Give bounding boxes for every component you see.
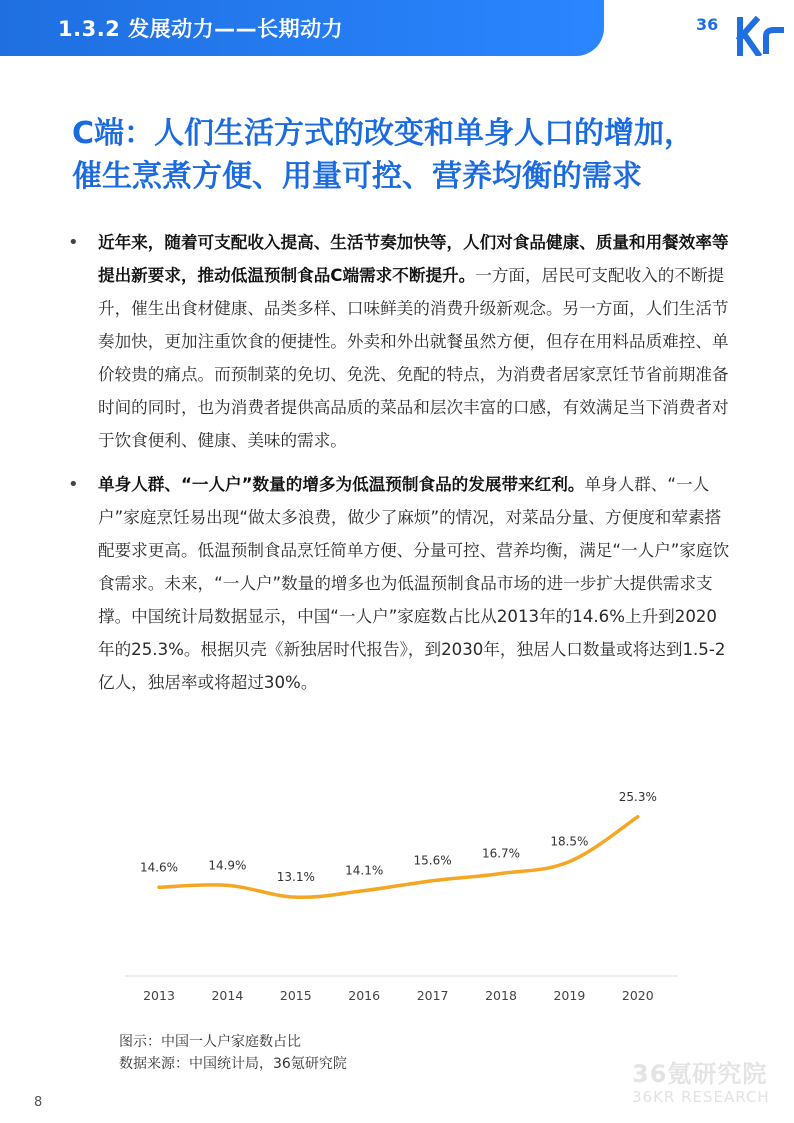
bullet-body: 单身人群、“一人户”家庭烹饪易出现“做太多浪费，做少了麻烦”的情况，对菜品分量、方便度和荤素搭配要求更高。低温预制食品烹饪简单方便、分量可控、营养均衡，满足“一人户”家庭饮食需求。未来，“一人户”数量的增多也为低温预制食品市场的进一步扩大提供需求支撑。中国统计局数据显示，中国“一人户”家庭数占比从2013年的14.6%上升到2020年的25.3%。根据贝壳《新独居时代报告》，到2030年，独居人口数量或将达到1.5-2亿人，独居率或将超过30%。 (98, 475, 730, 692)
bullet-item (65, 468, 730, 699)
bullet-dot: • (68, 232, 79, 253)
x-tick-label: 2018 (485, 988, 517, 1003)
one-person-household-chart (100, 785, 700, 1015)
data-source: 数据来源：中国统计局，36氪研究院 (119, 1056, 347, 1072)
x-tick-label: 2013 (143, 988, 175, 1003)
data-label: 13.1% (276, 870, 315, 885)
figure-caption (119, 1031, 347, 1075)
x-tick-label: 2014 (211, 988, 244, 1003)
heading-line-2: 催生烹煮方便、用量可控、营养均衡的需求 (72, 159, 642, 194)
bullet-lead: 单身人群、“一人户”数量的增多为低温预制食品的发展带来红利。 (98, 475, 585, 494)
x-tick-label: 2015 (279, 988, 312, 1003)
series-line (159, 817, 638, 898)
bullet-dot: • (68, 474, 79, 495)
data-label: 15.6% (413, 853, 452, 868)
data-label: 25.3% (618, 789, 657, 804)
page-heading (72, 112, 772, 198)
data-label: 14.1% (345, 863, 384, 878)
bullet-item (65, 226, 730, 457)
header-bar (0, 0, 604, 56)
bullet-lead: 近年来，随着可支配收入提高、生活节奏加快等，人们对食品健康、质量和用餐效率等提出新要求，推动低温预制食品C端需求不断提升。 (98, 233, 729, 285)
svg-text:36: 36 (696, 15, 719, 34)
watermark-line-2: 36KR RESEARCH (632, 1088, 770, 1106)
data-label: 14.9% (208, 858, 247, 873)
x-tick-label: 2019 (553, 988, 586, 1003)
data-label: 16.7% (481, 846, 521, 861)
x-tick-label: 2020 (621, 988, 654, 1003)
heading-line-1: C端：人们生活方式的改变和单身人口的增加， (72, 116, 695, 151)
section-title: 1.3.2 发展动力——长期动力 (58, 17, 344, 41)
watermark (632, 1060, 770, 1106)
x-tick-label: 2017 (416, 988, 449, 1003)
data-label: 14.6% (139, 860, 179, 875)
watermark-line-1: 36氪研究院 (632, 1060, 768, 1088)
x-tick-label: 2016 (348, 988, 381, 1003)
page-number: 8 (34, 1095, 43, 1110)
bullet-list (65, 226, 730, 699)
figure-title: 图示：中国一人户家庭数占比 (119, 1034, 301, 1050)
bullet-body: 一方面，居民可支配收入的不断提升，催生出食材健康、品类多样、口味鲜美的消费升级新观念。另一方面，人们生活节奏加快，更加注重饮食的便捷性。外卖和外出就餐虽然方便，但存在用料品质难控、单价较贵的痛点。而预制菜的免切、免洗、免配的特点，为消费者居家烹饪节省前期准备时间的同时，也为消费者提供高品质的菜品和层次丰富的口感，有效满足当下消费者对于饮食便利、健康、美味的需求。 (98, 266, 729, 450)
36kr-logo (694, 14, 794, 56)
data-label: 18.5% (550, 834, 589, 849)
